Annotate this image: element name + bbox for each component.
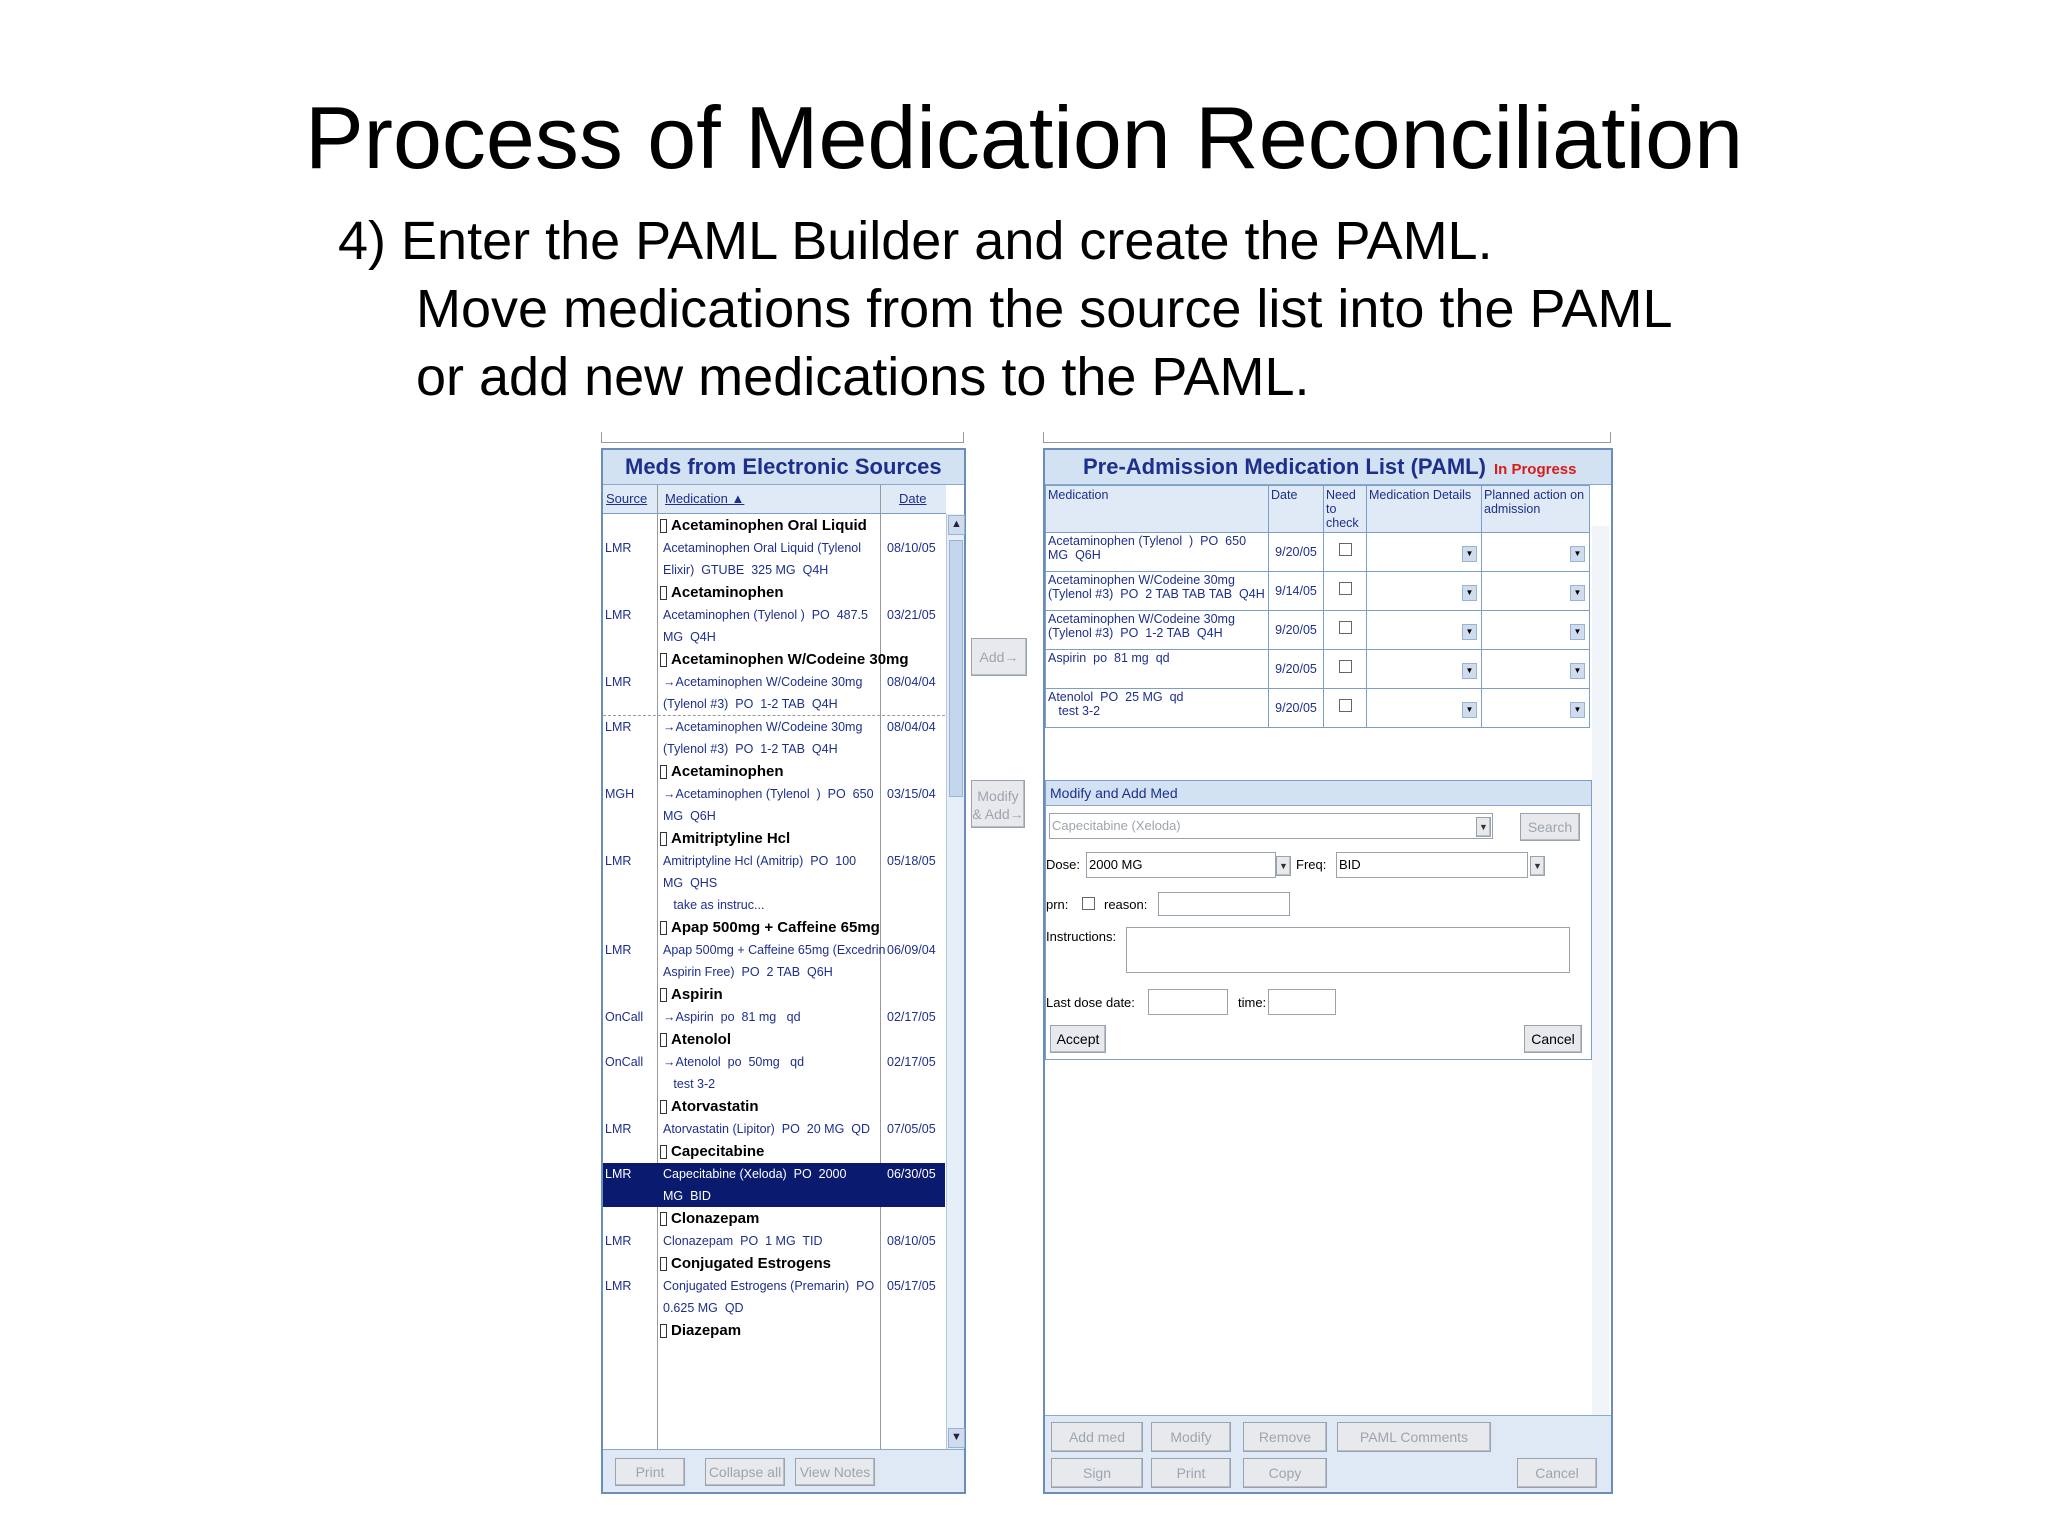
- step-detail-2: or add new medications to the PAML.: [416, 347, 1310, 407]
- paml-builder-screenshot: [593, 432, 1813, 1502]
- chevron-down-icon[interactable]: ▼: [1570, 624, 1585, 640]
- paml-table: [1045, 485, 1590, 728]
- med-group-name: Capecitabine: [671, 1143, 765, 1160]
- chevron-down-icon[interactable]: ▼: [1462, 546, 1477, 562]
- paml-row[interactable]: [1046, 650, 1590, 689]
- source-med-row[interactable]: [603, 604, 945, 648]
- source-med-row[interactable]: [603, 1230, 945, 1252]
- col-medication[interactable]: Medication ▲: [665, 491, 745, 506]
- medication-line: Acetaminophen Oral Liquid (Tylenol: [663, 541, 862, 555]
- scroll-down-icon[interactable]: ▼: [948, 1428, 965, 1448]
- medication-line: (Tylenol #3) PO 1-2 TAB Q4H: [1048, 626, 1223, 640]
- med-group-name: Atenolol: [671, 1031, 731, 1048]
- col-planned-action: Planned action on admission: [1482, 486, 1590, 533]
- med-group-name: Acetaminophen W/Codeine 30mg: [671, 651, 909, 668]
- chevron-down-icon[interactable]: ▼: [1462, 663, 1477, 679]
- row-source: LMR: [605, 1122, 632, 1136]
- row-medication: [663, 1051, 875, 1095]
- paml-row[interactable]: [1046, 572, 1590, 611]
- row-source: MGH: [605, 787, 635, 801]
- row-medication: [663, 1275, 875, 1319]
- instructions-field[interactable]: [1126, 927, 1570, 973]
- med-group-header[interactable]: [603, 648, 945, 671]
- planned-action-dropdown[interactable]: [1484, 690, 1587, 720]
- dose-dropdown-icon[interactable]: ▼: [1276, 856, 1291, 876]
- accept-button[interactable]: Accept: [1050, 1025, 1106, 1053]
- row-medication: [663, 671, 875, 715]
- row-date: 08/10/05: [887, 541, 936, 555]
- need-check-checkbox[interactable]: [1339, 660, 1352, 673]
- source-med-row[interactable]: [603, 1275, 945, 1319]
- paml-date: 9/20/05: [1269, 689, 1324, 728]
- chevron-down-icon[interactable]: ▼: [1570, 585, 1585, 601]
- medication-line: (Tylenol #3) PO 1-2 TAB Q4H: [663, 697, 838, 711]
- med-details-dropdown[interactable]: [1369, 573, 1479, 603]
- row-date: 08/10/05: [887, 1234, 936, 1248]
- collapse-icon[interactable]: [660, 1257, 667, 1271]
- med-group-header[interactable]: [603, 1319, 945, 1342]
- row-source: LMR: [605, 1167, 632, 1181]
- med-group-header[interactable]: [603, 1207, 945, 1230]
- med-group-header[interactable]: [603, 916, 945, 939]
- source-med-row[interactable]: [603, 1118, 945, 1140]
- paml-panel-title: [1045, 450, 1611, 485]
- planned-action-dropdown[interactable]: [1484, 651, 1587, 681]
- source-med-row[interactable]: [603, 1051, 945, 1095]
- chevron-down-icon[interactable]: ▼: [1462, 585, 1477, 601]
- need-check-cell: [1324, 533, 1367, 572]
- add-med-button[interactable]: Add med: [1051, 1422, 1143, 1452]
- row-medication: [663, 1163, 875, 1207]
- copy-button[interactable]: Copy: [1243, 1458, 1327, 1488]
- medication-line: Apap 500mg + Caffeine 65mg (Excedrin: [663, 943, 886, 957]
- med-group-header[interactable]: [603, 1095, 945, 1118]
- med-group-name: Acetaminophen: [671, 584, 784, 601]
- freq-dropdown-icon[interactable]: ▼: [1530, 856, 1545, 876]
- medication-line: →Aspirin po 81 mg qd: [663, 1010, 801, 1024]
- chevron-down-icon[interactable]: ▼: [1570, 702, 1585, 718]
- med-group-name: Aspirin: [671, 986, 723, 1003]
- med-group-name: Amitriptyline Hcl: [671, 830, 791, 847]
- planned-action-cell: [1482, 572, 1590, 611]
- electronic-sources-panel: [601, 448, 966, 1494]
- remove-button[interactable]: Remove: [1243, 1422, 1327, 1452]
- sources-panel-title: Meds from Electronic Sources: [603, 450, 964, 485]
- col-med-details: Medication Details: [1367, 486, 1482, 533]
- source-med-row[interactable]: [603, 850, 945, 916]
- med-details-dropdown[interactable]: [1369, 534, 1479, 564]
- planned-action-cell: [1482, 689, 1590, 728]
- med-details-dropdown[interactable]: [1369, 690, 1479, 720]
- med-details-dropdown[interactable]: [1369, 651, 1479, 681]
- need-check-checkbox[interactable]: [1339, 543, 1352, 556]
- med-group-name: Acetaminophen: [671, 763, 784, 780]
- need-check-cell: [1324, 572, 1367, 611]
- med-group-name: Apap 500mg + Caffeine 65mg: [671, 919, 880, 936]
- chevron-down-icon[interactable]: ▼: [1570, 546, 1585, 562]
- need-check-checkbox[interactable]: [1339, 621, 1352, 634]
- source-med-row[interactable]: [603, 671, 945, 715]
- medication-line: MG Q4H: [663, 630, 716, 644]
- planned-action-dropdown[interactable]: [1484, 534, 1587, 564]
- medication-line: →Atenolol po 50mg qd: [663, 1055, 805, 1069]
- row-source: LMR: [605, 541, 632, 555]
- medication-line: Elixir) GTUBE 325 MG Q4H: [663, 563, 829, 577]
- paml-date: 9/20/05: [1269, 650, 1324, 689]
- need-check-cell: [1324, 689, 1367, 728]
- medication-line: 0.625 MG QD: [663, 1301, 744, 1315]
- add-label: & Add→: [972, 806, 1024, 822]
- row-source: LMR: [605, 675, 632, 689]
- sources-footer: [603, 1449, 964, 1492]
- source-med-row[interactable]: [603, 1006, 945, 1028]
- paml-title-text: Pre-Admission Medication List (PAML): [1083, 454, 1486, 479]
- row-medication: [663, 1118, 875, 1140]
- med-group-name: Atorvastatin: [671, 1098, 759, 1115]
- paml-date: 9/20/05: [1269, 533, 1324, 572]
- med-details-cell: [1367, 533, 1482, 572]
- row-date: 06/30/05: [887, 1167, 936, 1181]
- medication-line: Amitriptyline Hcl (Amitrip) PO 100: [663, 854, 857, 868]
- med-group-name: Clonazepam: [671, 1210, 760, 1227]
- paml-medication: [1046, 572, 1269, 611]
- row-date: 08/04/04: [887, 675, 936, 689]
- modify-add-med-form: [1045, 780, 1592, 1060]
- collapse-icon[interactable]: [660, 1100, 667, 1114]
- paml-date: 9/14/05: [1269, 572, 1324, 611]
- paml-medication: [1046, 689, 1269, 728]
- last-dose-date-field[interactable]: [1148, 989, 1228, 1015]
- planned-action-dropdown[interactable]: [1484, 612, 1587, 642]
- row-source: LMR: [605, 854, 632, 868]
- modify-label: Modify: [977, 788, 1019, 804]
- collapse-all-button[interactable]: Collapse all: [705, 1458, 785, 1486]
- col-paml-medication: Medication: [1046, 486, 1269, 533]
- med-group-name: Conjugated Estrogens: [671, 1255, 832, 1272]
- collapse-icon[interactable]: [660, 832, 667, 846]
- med-group-header[interactable]: [603, 1028, 945, 1051]
- medication-line: Atorvastatin (Lipitor) PO 20 MG QD: [663, 1122, 871, 1136]
- row-medication: [663, 537, 875, 581]
- medication-line: Capecitabine (Xeloda) PO 2000: [663, 1167, 847, 1181]
- med-details-cell: [1367, 611, 1482, 650]
- prn-checkbox[interactable]: [1082, 897, 1095, 910]
- source-med-row[interactable]: [603, 1163, 945, 1207]
- scroll-up-icon[interactable]: ▲: [948, 515, 965, 535]
- med-group-header[interactable]: [603, 1252, 945, 1275]
- sign-button[interactable]: Sign: [1051, 1458, 1143, 1488]
- reason-field[interactable]: [1158, 892, 1290, 916]
- drug-field[interactable]: Capecitabine (Xeloda): [1049, 813, 1493, 839]
- row-medication: [663, 604, 875, 648]
- medication-line: →Acetaminophen W/Codeine 30mg: [663, 720, 863, 734]
- instructions-label: Instructions:: [1046, 929, 1117, 944]
- medication-line: Acetaminophen W/Codeine 30mg: [1048, 612, 1235, 626]
- paml-comments-button[interactable]: PAML Comments: [1337, 1422, 1491, 1452]
- chevron-down-icon[interactable]: ▼: [1462, 624, 1477, 640]
- need-check-checkbox[interactable]: [1339, 699, 1352, 712]
- paml-footer: [1045, 1415, 1611, 1492]
- collapse-icon[interactable]: [660, 653, 667, 667]
- row-date: 02/17/05: [887, 1055, 936, 1069]
- medication-line: test 3-2: [663, 1077, 716, 1091]
- med-group-name: Acetaminophen Oral Liquid: [671, 517, 867, 534]
- medication-line: (Tylenol #3) PO 1-2 TAB Q4H: [663, 742, 838, 756]
- medication-line: Conjugated Estrogens (Premarin) PO: [663, 1279, 875, 1293]
- medication-line: MG Q6H: [1048, 548, 1101, 562]
- time-label: time:: [1238, 995, 1267, 1010]
- source-med-row[interactable]: [603, 715, 945, 760]
- medication-line: Acetaminophen (Tylenol ) PO 487.5: [663, 608, 868, 622]
- row-source: OnCall: [605, 1010, 644, 1024]
- med-details-dropdown[interactable]: [1369, 612, 1479, 642]
- row-medication: [663, 783, 875, 827]
- planned-action-cell: [1482, 650, 1590, 689]
- row-medication: [663, 1230, 875, 1252]
- row-source: LMR: [605, 720, 632, 734]
- need-check-cell: [1324, 611, 1367, 650]
- paml-row[interactable]: [1046, 689, 1590, 728]
- print-paml-button[interactable]: Print: [1151, 1458, 1231, 1488]
- medication-line: MG BID: [663, 1189, 711, 1203]
- medication-line: →Acetaminophen W/Codeine 30mg: [663, 675, 863, 689]
- medication-line: MG Q6H: [663, 809, 716, 823]
- search-button[interactable]: Search: [1520, 813, 1580, 841]
- row-date: 02/17/05: [887, 1010, 936, 1024]
- drug-dropdown-icon[interactable]: ▼: [1476, 817, 1491, 837]
- medication-line: →Acetaminophen (Tylenol ) PO 650: [663, 787, 874, 801]
- add-button[interactable]: Add→: [971, 638, 1027, 676]
- paml-row[interactable]: [1046, 611, 1590, 650]
- paml-medication: [1046, 611, 1269, 650]
- med-group-name: Diazepam: [671, 1322, 742, 1339]
- collapse-icon[interactable]: [660, 1324, 667, 1338]
- med-group-header[interactable]: [603, 760, 945, 783]
- planned-action-dropdown[interactable]: [1484, 573, 1587, 603]
- col-paml-date: Date: [1269, 486, 1324, 533]
- chevron-down-icon[interactable]: ▼: [1462, 702, 1477, 718]
- sources-scrollbar[interactable]: [946, 514, 964, 1449]
- sources-column-header: [603, 485, 946, 514]
- row-medication: [663, 1006, 875, 1028]
- row-date: 03/15/04: [887, 787, 936, 801]
- medication-line: (Tylenol #3) PO 2 TAB TAB TAB Q4H: [1048, 587, 1265, 601]
- med-details-cell: [1367, 650, 1482, 689]
- medication-line: Acetaminophen W/Codeine 30mg: [1048, 573, 1235, 587]
- row-source: LMR: [605, 1279, 632, 1293]
- medication-line: MG QHS: [663, 876, 718, 890]
- collapse-icon[interactable]: [660, 988, 667, 1002]
- medication-line: Aspirin po 81 mg qd: [1048, 651, 1170, 665]
- col-date[interactable]: Date: [899, 491, 927, 506]
- sources-list: [603, 514, 945, 1449]
- paml-date: 9/20/05: [1269, 611, 1324, 650]
- medication-line: Atenolol PO 25 MG qd: [1048, 690, 1184, 704]
- row-source: OnCall: [605, 1055, 644, 1069]
- chevron-down-icon[interactable]: ▼: [1570, 663, 1585, 679]
- med-group-header[interactable]: [603, 1140, 945, 1163]
- paml-scrollbar[interactable]: [1592, 526, 1609, 1466]
- view-notes-button[interactable]: View Notes: [795, 1458, 875, 1486]
- medication-line: take as instruc...: [663, 898, 765, 912]
- row-date: 08/04/04: [887, 720, 936, 734]
- med-group-header[interactable]: [603, 581, 945, 604]
- reason-label: reason:: [1104, 897, 1148, 912]
- row-source: LMR: [605, 943, 632, 957]
- row-medication: [663, 939, 886, 983]
- med-details-cell: [1367, 572, 1482, 611]
- freq-field[interactable]: BID: [1336, 852, 1528, 878]
- modify-button[interactable]: Modify: [1151, 1422, 1231, 1452]
- collapse-icon[interactable]: [660, 586, 667, 600]
- medication-line: test 3-2: [1048, 704, 1101, 718]
- paml-medication: [1046, 533, 1269, 572]
- freq-label: Freq:: [1296, 857, 1327, 872]
- paml-medication: [1046, 650, 1269, 689]
- collapse-icon[interactable]: [660, 519, 667, 533]
- source-med-row[interactable]: [603, 783, 945, 827]
- row-date: 05/17/05: [887, 1279, 936, 1293]
- top-edge-right: [1043, 432, 1611, 443]
- col-need-check: Need to check: [1324, 486, 1367, 533]
- step-text: 4) Enter the PAML Builder and create the PAML.: [338, 211, 1493, 271]
- medication-line: Clonazepam PO 1 MG TID: [663, 1234, 823, 1248]
- row-date: 05/18/05: [887, 854, 936, 868]
- dose-field[interactable]: 2000 MG: [1086, 852, 1276, 878]
- row-date: 06/09/04: [887, 943, 936, 957]
- scroll-thumb[interactable]: [949, 540, 963, 797]
- print-button[interactable]: Print: [615, 1458, 685, 1486]
- planned-action-cell: [1482, 611, 1590, 650]
- source-med-row[interactable]: [603, 939, 945, 983]
- med-group-header[interactable]: [603, 514, 945, 537]
- step-detail-1: Move medications from the source list into the PAML: [416, 279, 1673, 339]
- dose-label: Dose:: [1046, 857, 1080, 872]
- need-check-checkbox[interactable]: [1339, 582, 1352, 595]
- collapse-icon[interactable]: [660, 765, 667, 779]
- modify-and-add-button[interactable]: [971, 780, 1025, 828]
- paml-row[interactable]: [1046, 533, 1590, 572]
- medication-line: Acetaminophen (Tylenol ) PO 650: [1048, 534, 1247, 548]
- row-source: LMR: [605, 1234, 632, 1248]
- row-date: 07/05/05: [887, 1122, 936, 1136]
- cancel-button[interactable]: Cancel: [1517, 1458, 1597, 1488]
- collapse-icon[interactable]: [660, 1033, 667, 1047]
- paml-panel: [1043, 448, 1613, 1494]
- row-medication: [663, 850, 875, 916]
- last-dose-label: Last dose date:: [1046, 995, 1135, 1010]
- collapse-icon[interactable]: [660, 1145, 667, 1159]
- prn-label: prn:: [1046, 897, 1069, 912]
- medication-line: Aspirin Free) PO 2 TAB Q6H: [663, 965, 833, 979]
- top-edge-left: [601, 432, 964, 443]
- col-source[interactable]: Source: [606, 491, 648, 506]
- status-badge: In Progress: [1493, 461, 1577, 478]
- slide-title: Process of Medication Reconciliation: [304, 88, 1744, 187]
- time-field[interactable]: [1268, 989, 1336, 1015]
- need-check-cell: [1324, 650, 1367, 689]
- source-med-row[interactable]: [603, 537, 945, 581]
- cancel-modify-button[interactable]: Cancel: [1524, 1025, 1582, 1053]
- row-date: 03/21/05: [887, 608, 936, 622]
- planned-action-cell: [1482, 533, 1590, 572]
- modify-header: Modify and Add Med: [1046, 781, 1591, 806]
- row-medication: [663, 716, 875, 760]
- med-group-header[interactable]: [603, 827, 945, 850]
- row-source: LMR: [605, 608, 632, 622]
- med-group-header[interactable]: [603, 983, 945, 1006]
- collapse-icon[interactable]: [660, 1212, 667, 1226]
- collapse-icon[interactable]: [660, 921, 667, 935]
- med-details-cell: [1367, 689, 1482, 728]
